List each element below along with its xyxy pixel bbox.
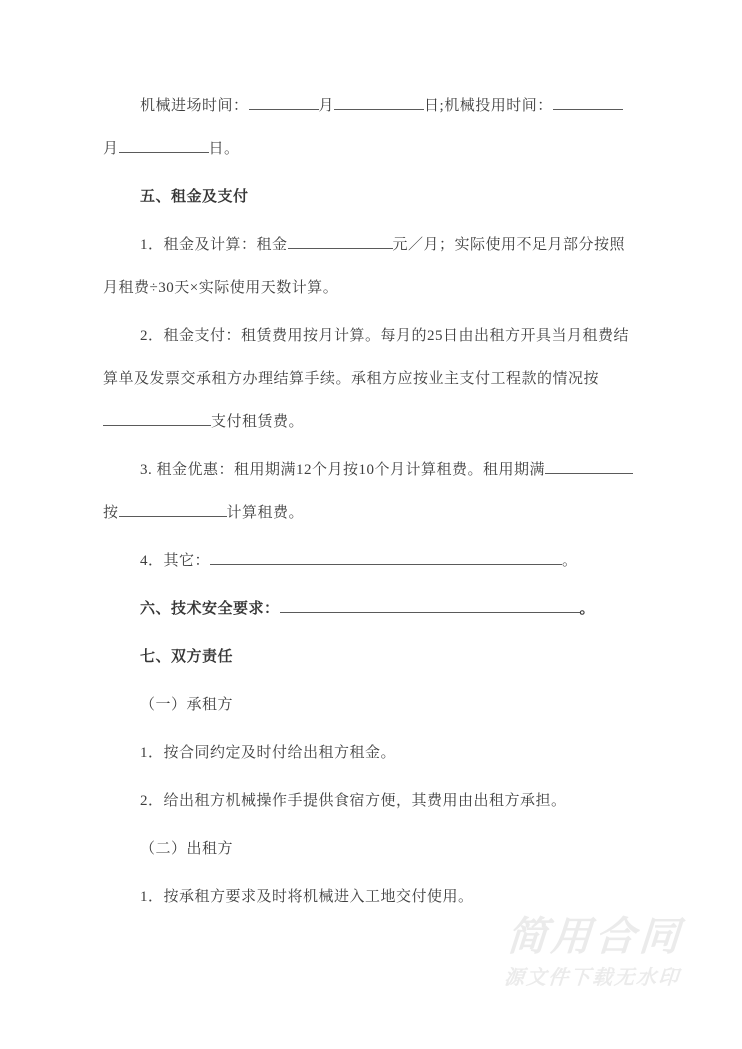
heading-section-7-responsibilities: [103, 636, 637, 679]
text-run: 2．租金支付：租赁费用按月计算。每月的25日由出租方开具当月租费结算单及发票交承租方办理结算手续。承租方应按业主支付工程款的情况按: [103, 328, 630, 387]
para-7-lessor-title: [103, 828, 637, 871]
text-run: 1．按承租方要求及时将机械进入工地交付使用。: [140, 889, 474, 905]
para-machine-entry-time: [103, 85, 637, 171]
text-run: 。: [579, 601, 596, 617]
text-run: 按: [103, 505, 119, 521]
watermark: [503, 914, 684, 990]
text-run: 1．按合同约定及时付给出租方租金。: [140, 745, 397, 761]
fill-in-blank: [210, 551, 562, 565]
text-run: 六、技术安全要求：: [140, 601, 280, 617]
text-run: 机械进场时间：: [140, 98, 249, 114]
para-7-lessee-1: [103, 732, 637, 775]
text-run: 五、租金及支付: [140, 189, 249, 205]
text-run: 计算租费。: [226, 505, 305, 521]
fill-in-blank: [249, 96, 319, 110]
document-body: [103, 85, 637, 924]
text-run: 支付租赁费。: [211, 414, 305, 430]
heading-section-6-technical-safety: [103, 588, 637, 631]
watermark-title: 简用合同: [505, 915, 685, 959]
fill-in-blank: [103, 412, 211, 426]
fill-in-blank: [288, 235, 393, 249]
fill-in-blank: [119, 139, 209, 153]
text-run: 日。: [208, 141, 240, 157]
watermark-subtitle: 源文件下载无水印: [503, 967, 681, 989]
text-run: 3. 租金优惠：租用期满12个月按10个月计算租费。租用期满: [140, 462, 546, 478]
para-7-lessor-1: [103, 876, 637, 919]
fill-in-blank: [553, 96, 623, 110]
text-run: 。: [562, 553, 578, 569]
text-run: 2．给出租方机械操作手提供食宿方便，其费用由出租方承担。: [140, 793, 567, 809]
para-5-2-rent-payment: [103, 315, 637, 444]
text-run: 1．租金及计算：租金: [140, 237, 288, 253]
fill-in-blank: [119, 503, 227, 517]
para-5-4-other: [103, 540, 637, 583]
fill-in-blank: [545, 460, 633, 474]
text-run: （一）承租方: [140, 697, 234, 713]
text-run: 4．其它：: [140, 553, 211, 569]
para-5-1-rent-calculation: [103, 224, 637, 310]
text-run: （二）出租方: [140, 841, 234, 857]
text-run: 月: [103, 141, 119, 157]
para-7-lessee-title: [103, 684, 637, 727]
text-run: 七、双方责任: [140, 649, 234, 665]
text-run: 月: [318, 98, 335, 114]
text-run: 元／月；实际使用不足月部分按照月租费÷30天×实际使用天数计算。: [103, 237, 626, 296]
text-run: 日;机械投用时间：: [424, 98, 553, 114]
fill-in-blank: [334, 96, 424, 110]
para-5-3-rent-discount: [103, 449, 637, 535]
heading-section-5-rent-and-payment: [103, 176, 637, 219]
para-7-lessee-2: [103, 780, 637, 823]
fill-in-blank: [280, 599, 580, 613]
